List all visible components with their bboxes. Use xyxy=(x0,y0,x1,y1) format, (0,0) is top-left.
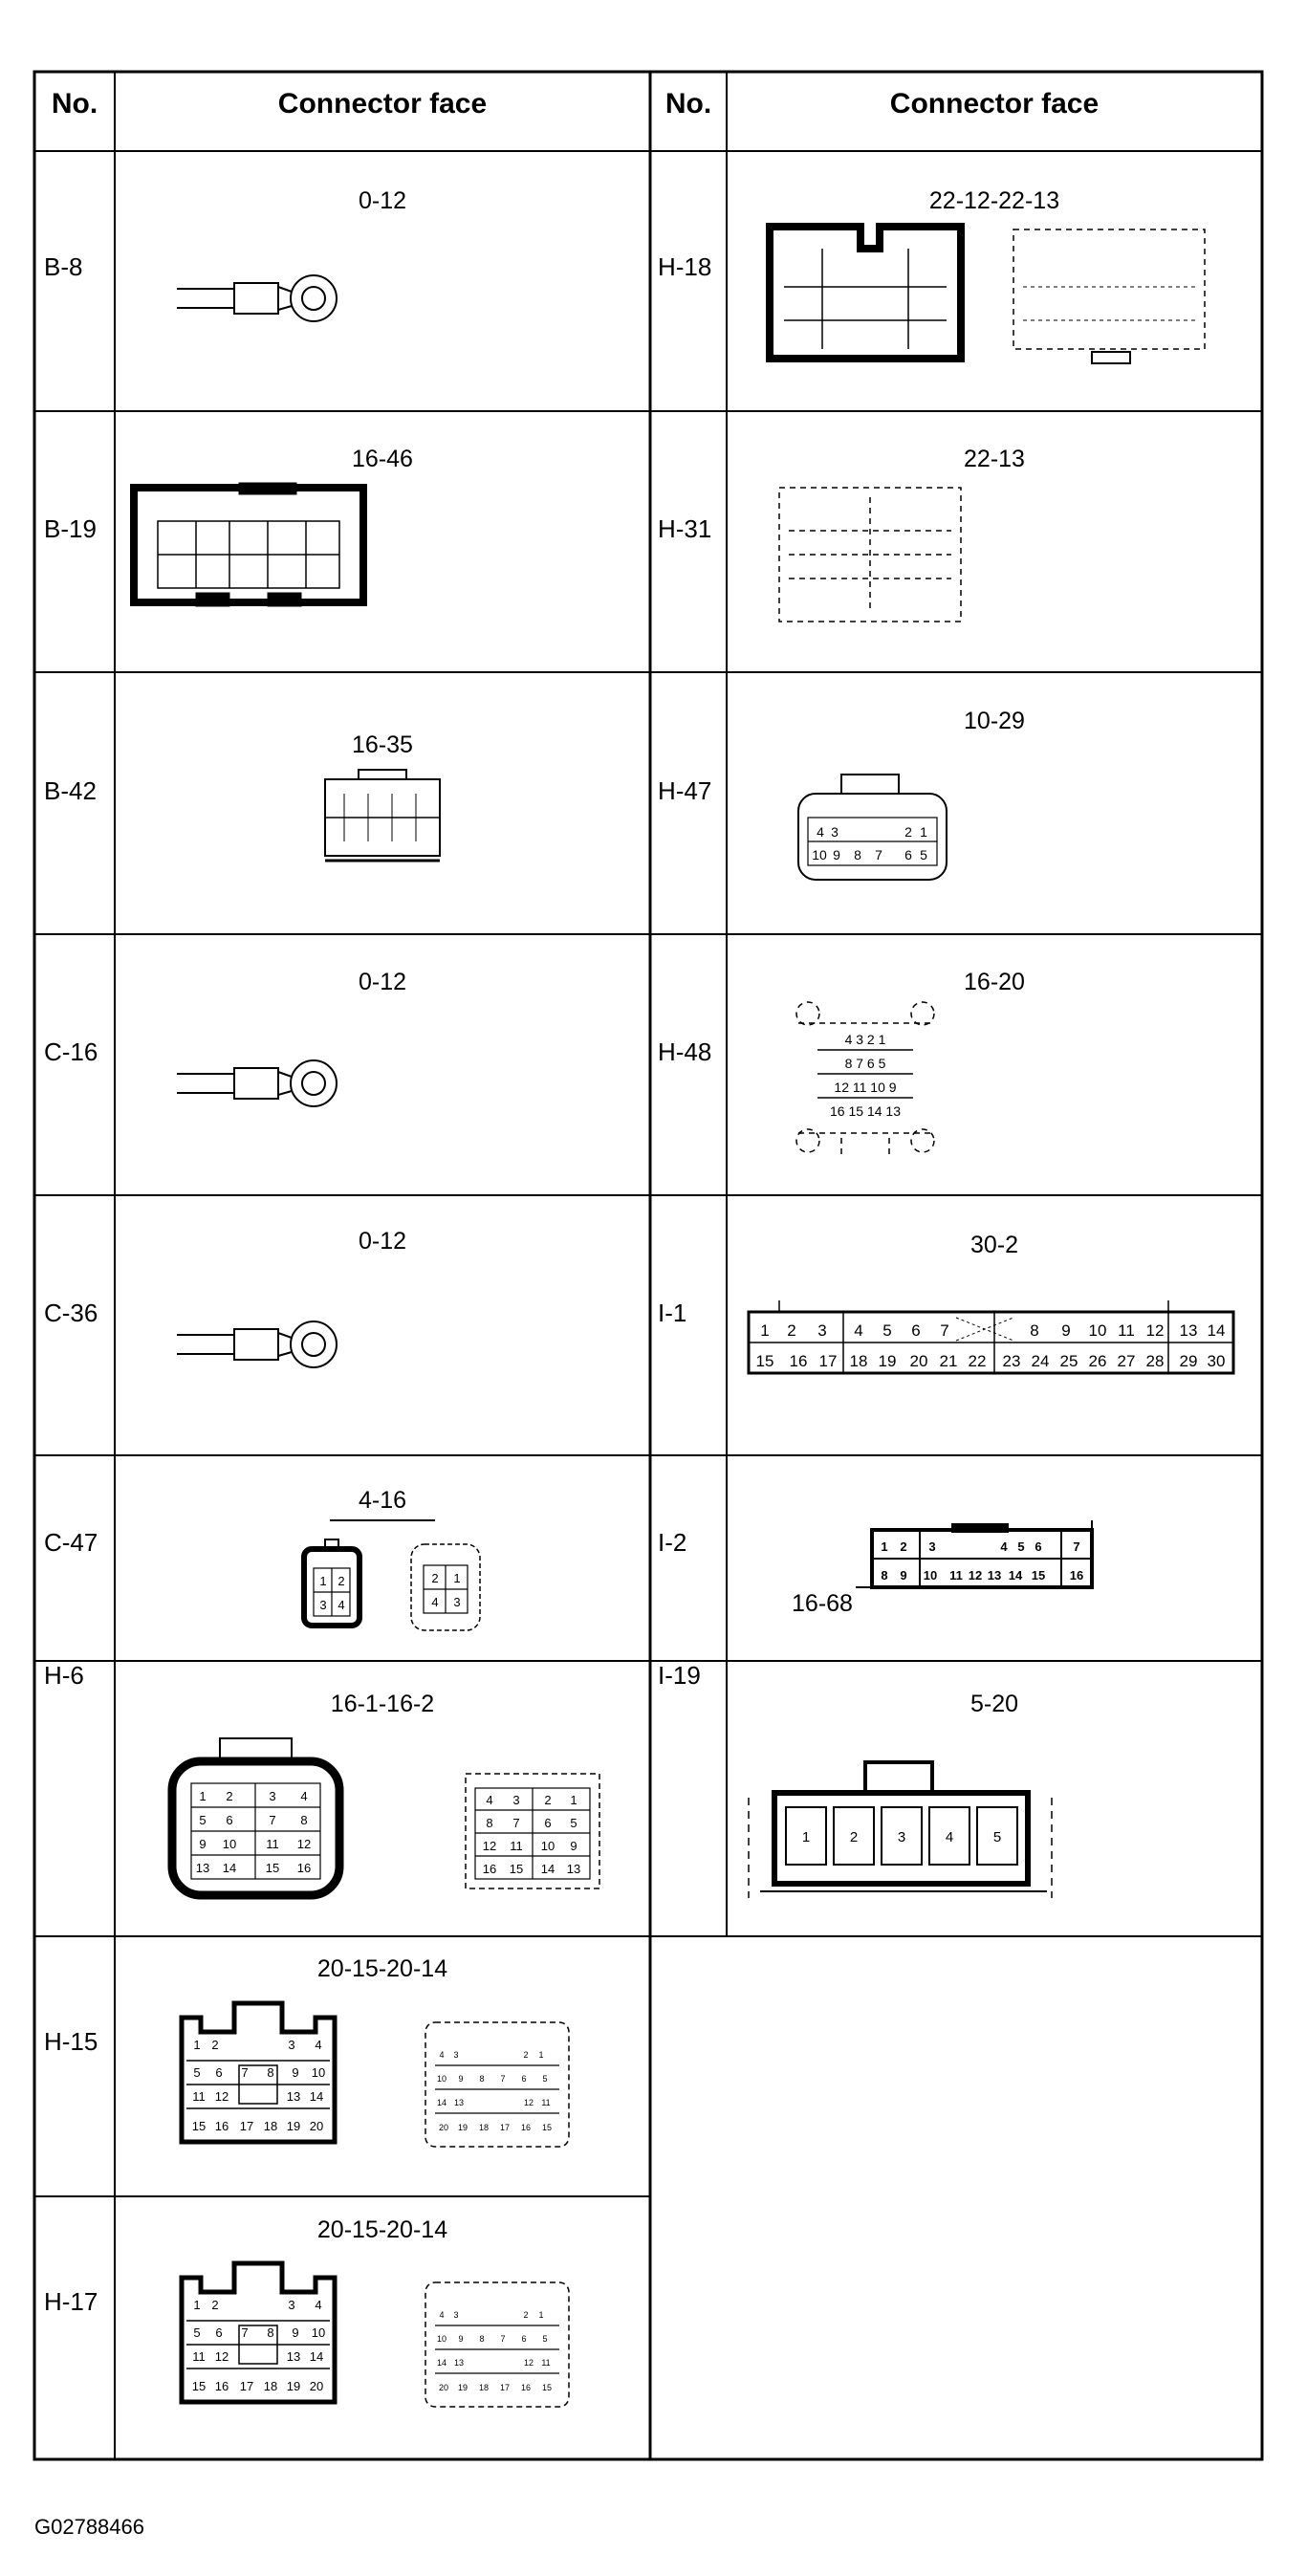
h17-pin: 6 xyxy=(215,2325,223,2340)
h15-pin: 10 xyxy=(311,2065,326,2080)
i2-pin: 11 xyxy=(949,1568,963,1583)
i2-pin: 10 xyxy=(923,1568,938,1583)
h17-pin: 13 xyxy=(453,2358,465,2368)
connector-number: B-42 xyxy=(44,776,97,805)
i2-pin: 2 xyxy=(900,1539,907,1554)
h6-pin: 15 xyxy=(265,1861,280,1875)
i2-pin: 12 xyxy=(968,1568,983,1583)
header-no-left: No. xyxy=(51,88,98,120)
c47-pin: 3 xyxy=(453,1595,461,1609)
i1-pin: 17 xyxy=(818,1352,838,1370)
h17-pin: 1 xyxy=(538,2310,544,2320)
h6-pin: 4 xyxy=(486,1793,493,1807)
connector-number: C-36 xyxy=(44,1299,98,1327)
h17-pin: 15 xyxy=(191,2379,207,2393)
i19-pins xyxy=(802,1829,1001,1845)
h15-pin: 12 xyxy=(214,2089,229,2104)
h17-pin: 14 xyxy=(309,2349,324,2364)
h47-pin: 10 xyxy=(812,847,827,862)
connector-number: H-6 xyxy=(44,1661,84,1690)
i1-pin: 14 xyxy=(1207,1321,1226,1340)
h15-pin: 3 xyxy=(288,2038,295,2052)
i2-pin: 9 xyxy=(900,1568,907,1583)
i2-pin: 1 xyxy=(881,1539,888,1554)
connector-code: 16-68 xyxy=(792,1590,853,1617)
h17-pin: 7 xyxy=(241,2325,249,2340)
h6-pin: 7 xyxy=(512,1816,520,1830)
h17-pin: 18 xyxy=(263,2379,278,2393)
h17-pin: 17 xyxy=(239,2379,254,2393)
h17-pin: 3 xyxy=(453,2310,459,2320)
i2-pin: 4 xyxy=(1000,1539,1008,1554)
h17-pin: 16 xyxy=(214,2379,229,2393)
connector-b19 xyxy=(134,483,363,606)
h6-pin: 12 xyxy=(482,1839,497,1853)
i19-pin: 2 xyxy=(849,1829,859,1845)
i19-pin: 1 xyxy=(801,1829,811,1845)
h17-pin: 18 xyxy=(478,2383,490,2392)
h17-pin: 20 xyxy=(309,2379,324,2393)
figure-reference: G02788466 xyxy=(34,2515,144,2539)
connector-code: 4-16 xyxy=(358,1487,407,1514)
h47-pin: 6 xyxy=(904,847,912,862)
h6-pin: 14 xyxy=(222,1861,237,1875)
h17-pin: 19 xyxy=(286,2379,301,2393)
h17-pin: 8 xyxy=(267,2325,274,2340)
h15-pins-mate xyxy=(437,2050,552,2132)
i2-pin: 5 xyxy=(1017,1539,1025,1554)
i2-pin: 15 xyxy=(1031,1568,1046,1583)
i19-pin: 5 xyxy=(992,1829,1002,1845)
i1-pin: 10 xyxy=(1088,1321,1107,1340)
c47-pin: 1 xyxy=(319,1574,327,1588)
ring-terminal-c36 xyxy=(177,1321,337,1367)
h48-pin-row: 4 3 2 1 xyxy=(844,1032,886,1047)
connector-number: C-16 xyxy=(44,1037,98,1066)
i1-pin: 1 xyxy=(760,1321,770,1340)
h17-pin: 12 xyxy=(214,2349,229,2364)
h6-pin: 8 xyxy=(300,1813,308,1827)
h15-pin: 19 xyxy=(457,2123,468,2132)
h15-pin: 18 xyxy=(263,2119,278,2133)
h47-pin: 5 xyxy=(920,847,927,862)
h15-pin: 16 xyxy=(520,2123,532,2132)
i2-pin: 8 xyxy=(881,1568,888,1583)
c47-pin: 1 xyxy=(453,1571,461,1585)
h47-pin: 9 xyxy=(833,847,840,862)
h15-pin: 2 xyxy=(211,2038,219,2052)
h15-pin: 12 xyxy=(523,2098,534,2107)
h15-pin: 20 xyxy=(438,2123,449,2132)
h6-pin: 2 xyxy=(544,1793,552,1807)
h6-pin: 16 xyxy=(482,1862,497,1876)
connector-code: 0-12 xyxy=(358,187,407,214)
i1-pin: 13 xyxy=(1179,1321,1198,1340)
h47-pin: 3 xyxy=(831,824,839,840)
connector-code: 0-12 xyxy=(358,1228,407,1255)
h15-pin: 4 xyxy=(439,2050,445,2060)
connector-number: B-19 xyxy=(44,514,97,543)
i1-pin: 25 xyxy=(1059,1352,1078,1370)
i2-pin: 14 xyxy=(1008,1568,1023,1583)
i1-pins xyxy=(756,1321,1226,1370)
h17-pin: 9 xyxy=(292,2325,299,2340)
h6-pin: 3 xyxy=(512,1793,520,1807)
h17-pin: 11 xyxy=(541,2358,551,2368)
h6-pin: 1 xyxy=(570,1793,577,1807)
h15-pin: 19 xyxy=(286,2119,301,2133)
i2-pin: 6 xyxy=(1035,1539,1042,1554)
h15-pin: 5 xyxy=(193,2065,201,2080)
h15-pin: 8 xyxy=(267,2065,274,2080)
h6-pin: 13 xyxy=(566,1862,581,1876)
h15-pin: 7 xyxy=(241,2065,249,2080)
h6-pin: 7 xyxy=(269,1813,276,1827)
h6-pin: 10 xyxy=(222,1837,237,1851)
h6-pin: 9 xyxy=(199,1837,207,1851)
i1-pin: 15 xyxy=(755,1352,774,1370)
h6-pin: 1 xyxy=(199,1789,207,1803)
i1-pin: 8 xyxy=(1030,1321,1039,1340)
h15-pin: 14 xyxy=(309,2089,324,2104)
h17-pin: 20 xyxy=(438,2383,449,2392)
h17-pin: 17 xyxy=(499,2383,511,2392)
i1-pin: 3 xyxy=(817,1321,827,1340)
h15-pin: 2 xyxy=(523,2050,529,2060)
c47-pin: 2 xyxy=(338,1574,345,1588)
i2-pin: 16 xyxy=(1069,1568,1084,1583)
h15-pin: 3 xyxy=(453,2050,459,2060)
i1-pin: 23 xyxy=(1002,1352,1021,1370)
h15-pin: 17 xyxy=(239,2119,254,2133)
i2-pin: 7 xyxy=(1073,1539,1080,1554)
h48-pin-rows xyxy=(830,1032,901,1119)
h15-pin: 6 xyxy=(215,2065,223,2080)
i2-pins xyxy=(881,1539,1083,1583)
h17-pins-mate xyxy=(437,2310,552,2392)
i1-pin: 30 xyxy=(1207,1352,1226,1370)
i1-pin: 9 xyxy=(1061,1321,1071,1340)
i2-pin: 13 xyxy=(987,1568,1002,1583)
h15-pin: 11 xyxy=(192,2089,206,2104)
h47-pin: 2 xyxy=(904,824,912,840)
h17-pins xyxy=(192,2298,325,2393)
h15-pin: 1 xyxy=(193,2038,201,2052)
i1-pin: 6 xyxy=(911,1321,921,1340)
i1-pin: 2 xyxy=(787,1321,796,1340)
i2-pin: 3 xyxy=(928,1539,936,1554)
connector-code: 20-15-20-14 xyxy=(316,1955,448,1982)
h6-pin: 13 xyxy=(195,1861,210,1875)
h6-pin: 6 xyxy=(226,1813,233,1827)
h17-pin: 11 xyxy=(192,2349,206,2364)
i1-pin: 12 xyxy=(1145,1321,1165,1340)
h6-pin: 3 xyxy=(269,1789,276,1803)
connector-code: 16-1-16-2 xyxy=(330,1691,435,1717)
h17-pin: 3 xyxy=(288,2298,295,2312)
connector-number: C-47 xyxy=(44,1528,98,1557)
i19-pin: 4 xyxy=(945,1829,954,1845)
h15-pin: 8 xyxy=(479,2074,485,2084)
h17-pin: 16 xyxy=(520,2383,532,2392)
h6-pin: 15 xyxy=(509,1862,524,1876)
h15-pin: 5 xyxy=(542,2074,548,2084)
h6-pin: 10 xyxy=(540,1839,555,1853)
connector-number: H-48 xyxy=(658,1037,712,1066)
h6-pin: 12 xyxy=(296,1837,312,1851)
connector-number: H-18 xyxy=(658,252,712,281)
h15-pin: 9 xyxy=(458,2074,464,2084)
h15-pin: 1 xyxy=(538,2050,544,2060)
h6-pin: 2 xyxy=(226,1789,233,1803)
connector-number: I-1 xyxy=(658,1299,687,1327)
i1-pin: 11 xyxy=(1118,1321,1135,1340)
i1-pin: 5 xyxy=(882,1321,892,1340)
h17-pin: 5 xyxy=(193,2325,201,2340)
h17-pin: 7 xyxy=(500,2334,506,2344)
i1-pin: 20 xyxy=(909,1352,928,1370)
h15-pin: 16 xyxy=(214,2119,229,2133)
i1-pin: 19 xyxy=(878,1352,897,1370)
h15-pin: 7 xyxy=(500,2074,506,2084)
h15-pin: 18 xyxy=(478,2123,490,2132)
i1-pin: 22 xyxy=(968,1352,987,1370)
h17-pin: 14 xyxy=(436,2358,447,2368)
h6-pin: 16 xyxy=(296,1861,312,1875)
i1-pin: 7 xyxy=(940,1321,949,1340)
h6-pin: 11 xyxy=(266,1837,279,1851)
ring-terminal-b8 xyxy=(177,275,337,321)
connector-number: B-8 xyxy=(44,252,83,281)
i1-pin: 24 xyxy=(1031,1352,1050,1370)
connector-code: 30-2 xyxy=(969,1232,1019,1258)
connector-code: 10-29 xyxy=(964,708,1025,734)
i19-pin: 3 xyxy=(897,1829,906,1845)
c47-pin: 3 xyxy=(319,1598,327,1612)
h6-pin: 11 xyxy=(510,1839,523,1853)
h6-pin: 14 xyxy=(540,1862,555,1876)
h15-pin: 15 xyxy=(191,2119,207,2133)
h17-pin: 5 xyxy=(542,2334,548,2344)
header-no-right: No. xyxy=(664,88,712,120)
c47-pin: 4 xyxy=(338,1598,345,1612)
h17-pin: 12 xyxy=(523,2358,534,2368)
h47-pin: 8 xyxy=(854,847,861,862)
h15-pin: 4 xyxy=(315,2038,322,2052)
h17-pin: 4 xyxy=(315,2298,322,2312)
h15-pin: 13 xyxy=(453,2098,465,2107)
i1-pin: 21 xyxy=(939,1352,958,1370)
connector-code: 20-15-20-14 xyxy=(316,2216,448,2243)
i1-pin: 28 xyxy=(1145,1352,1165,1370)
h17-pin: 2 xyxy=(523,2310,529,2320)
i1-pin: 16 xyxy=(789,1352,808,1370)
h17-pin: 19 xyxy=(457,2383,468,2392)
connector-number: I-2 xyxy=(658,1528,687,1557)
connector-code: 22-13 xyxy=(964,446,1025,472)
h15-pins xyxy=(192,2038,325,2133)
c47-pin: 4 xyxy=(431,1595,439,1609)
connector-code: 5-20 xyxy=(969,1691,1019,1717)
h17-pin: 10 xyxy=(436,2334,447,2344)
h15-pin: 14 xyxy=(436,2098,447,2107)
h17-pin: 15 xyxy=(541,2383,553,2392)
h15-pin: 11 xyxy=(541,2098,551,2107)
h17-pin: 8 xyxy=(479,2334,485,2344)
connector-h18 xyxy=(770,227,1205,363)
h6-pin: 8 xyxy=(486,1816,493,1830)
h15-pin: 10 xyxy=(436,2074,447,2084)
h6-pin: 5 xyxy=(570,1816,577,1830)
h15-pin: 20 xyxy=(309,2119,324,2133)
connector-code: 16-46 xyxy=(352,446,413,472)
h15-pin: 17 xyxy=(499,2123,511,2132)
connector-number: I-19 xyxy=(658,1661,701,1690)
c47-pin: 2 xyxy=(431,1571,439,1585)
connector-h31 xyxy=(779,488,961,622)
h48-pin-row: 16 15 14 13 xyxy=(830,1103,901,1119)
h6-pin: 5 xyxy=(199,1813,207,1827)
i1-pin: 26 xyxy=(1088,1352,1107,1370)
connector-code: 0-12 xyxy=(358,969,407,995)
connector-number: H-47 xyxy=(658,776,712,805)
connector-number: H-15 xyxy=(44,2027,98,2056)
ring-terminal-c16 xyxy=(177,1060,337,1106)
header-face-left: Connector face xyxy=(277,88,488,120)
h15-pin: 6 xyxy=(521,2074,527,2084)
connector-code: 16-20 xyxy=(964,969,1025,995)
connector-code: 22-12-22-13 xyxy=(928,187,1060,214)
h17-pin: 9 xyxy=(458,2334,464,2344)
header-face-right: Connector face xyxy=(889,88,1100,120)
h6-pin: 4 xyxy=(300,1789,308,1803)
h48-pin-row: 12 11 10 9 xyxy=(834,1080,897,1095)
i1-pin: 27 xyxy=(1117,1352,1136,1370)
h47-pin: 7 xyxy=(875,847,882,862)
h17-pin: 10 xyxy=(311,2325,326,2340)
h47-pins xyxy=(812,824,927,862)
h47-pin: 4 xyxy=(817,824,824,840)
i1-pin: 4 xyxy=(854,1321,863,1340)
connector-b42 xyxy=(325,770,440,861)
h17-pin: 2 xyxy=(211,2298,219,2312)
h6-pin: 6 xyxy=(544,1816,552,1830)
h48-pin-row: 8 7 6 5 xyxy=(844,1056,886,1071)
h47-pin: 1 xyxy=(920,824,927,840)
h15-pin: 15 xyxy=(541,2123,553,2132)
i1-pin: 29 xyxy=(1179,1352,1198,1370)
i1-pin: 18 xyxy=(849,1352,868,1370)
h17-pin: 13 xyxy=(286,2349,301,2364)
h17-pin: 4 xyxy=(439,2310,445,2320)
connector-number: H-31 xyxy=(658,514,712,543)
h6-pin: 9 xyxy=(570,1839,577,1853)
connector-number: H-17 xyxy=(44,2287,98,2316)
h17-pin: 6 xyxy=(521,2334,527,2344)
h17-pin: 1 xyxy=(193,2298,201,2312)
h15-pin: 13 xyxy=(286,2089,301,2104)
connector-code: 16-35 xyxy=(352,731,413,758)
h15-pin: 9 xyxy=(292,2065,299,2080)
